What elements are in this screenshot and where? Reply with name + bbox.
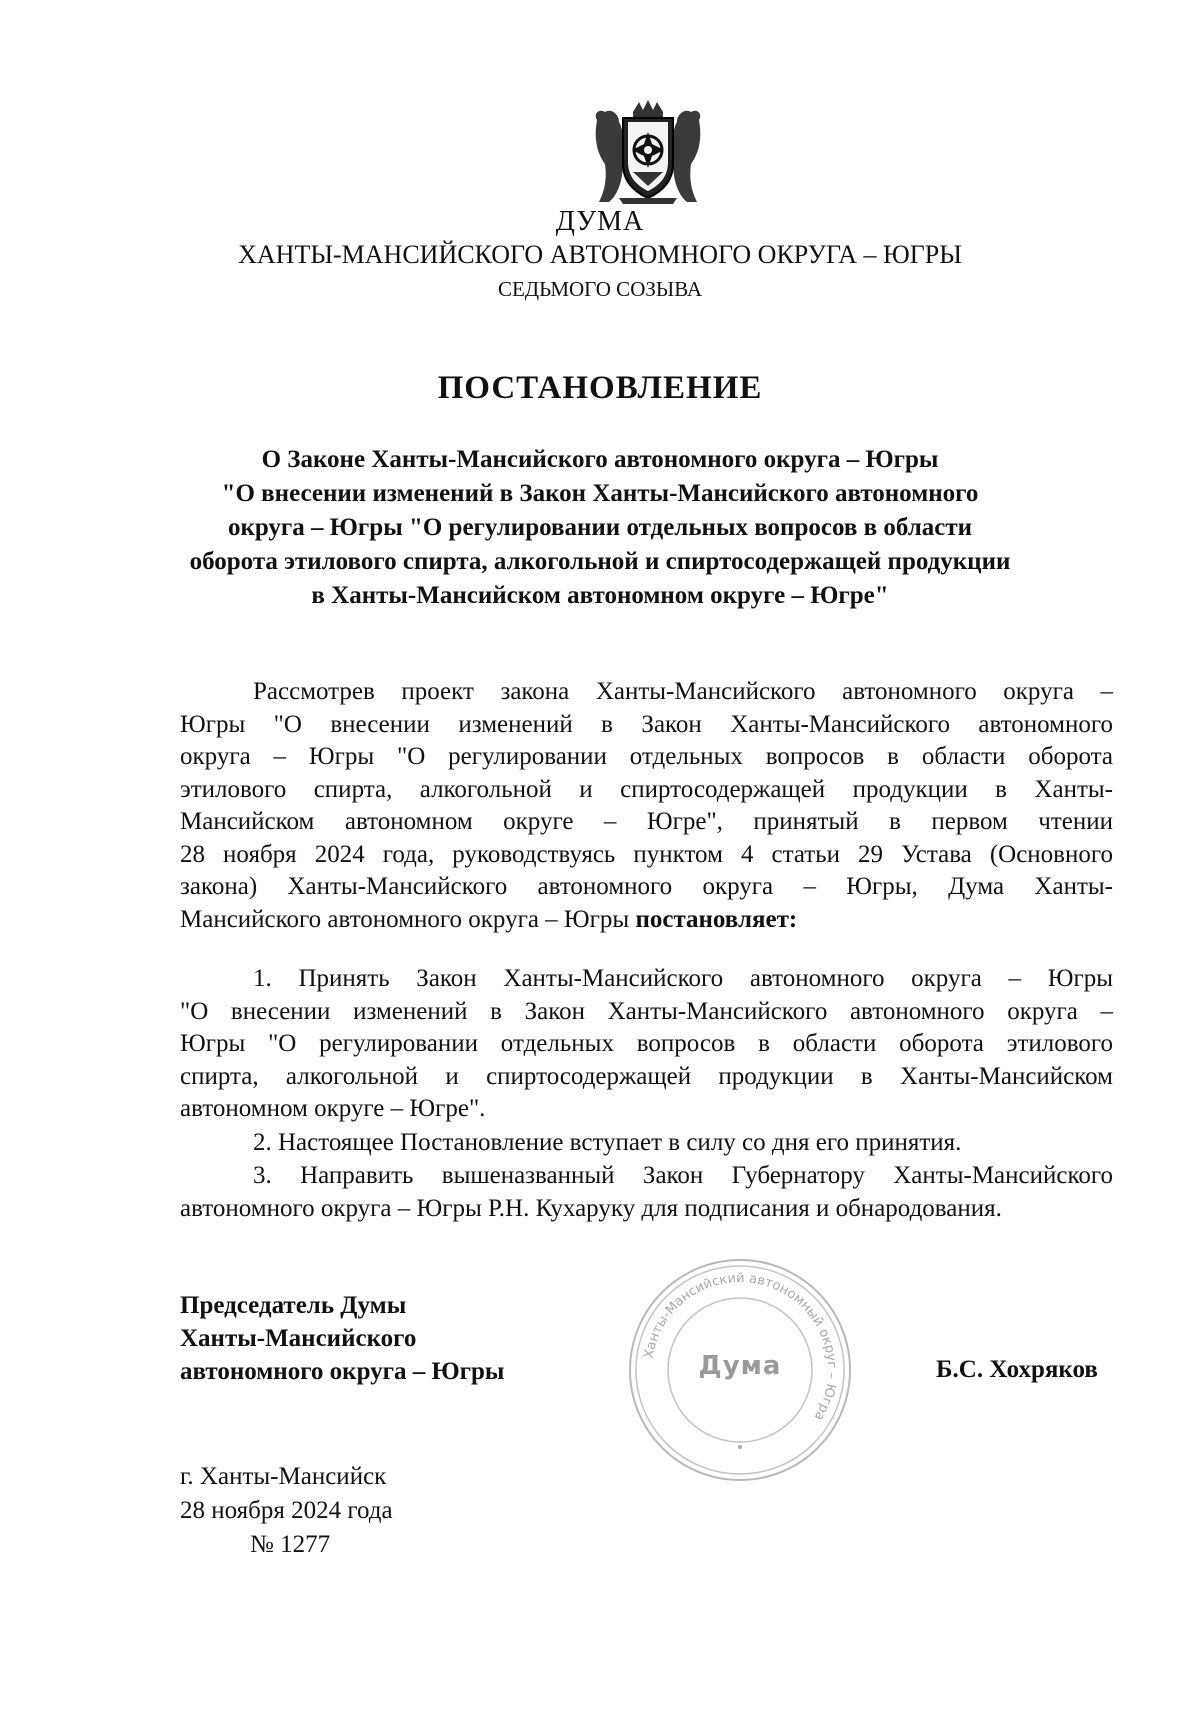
subject-line: О Законе Ханты-Мансийского автономного округа – Югры	[261, 446, 939, 473]
subject-line: оборота этилового спирта, алкогольной и спиртосодержащей продукции	[189, 548, 1011, 575]
paragraph-line-text: Мансийского автономного округа – Югры	[180, 905, 630, 933]
document-subject	[160, 443, 1040, 613]
organization-full-name: ХАНТЫ-МАНСИЙСКОГО АВТОНОМНОГО ОКРУГА – ЮГРЫ	[238, 240, 962, 269]
stamp-ring-text: Ханты-Мансийский автономный округ – Югра	[641, 1270, 840, 1424]
paragraph-line: округа – Югры "О регулировании отдельных вопросов в области оборота	[180, 743, 1113, 770]
subject-line: округа – Югры "О регулировании отдельных вопросов в области	[227, 514, 973, 541]
paragraph-line: Мансийском автономном округе – Югре", принятый в первом чтении	[180, 808, 1113, 835]
paragraph-line: 28 ноября 2024 года, руководствуясь пунктом 4 статьи 29 Устава (Основного	[180, 840, 1113, 868]
paragraph-line: этилового спирта, алкогольной и спиртосодержащей продукции в Ханты-	[180, 775, 1113, 803]
paragraph-line: 1. Принять Закон Ханты-Мансийского автономного округа – Югры	[253, 965, 1113, 992]
stamp-center-text: Дума	[698, 1351, 782, 1381]
paragraph-line: автономного округа – Югры Р.Н. Кухаруку для подписания и обнародования.	[180, 1194, 1002, 1222]
subject-line: в Ханты-Мансийском автономном округе – Югре"	[311, 582, 889, 609]
paragraph-line: спирта, алкогольной и спиртосодержащей продукции в Ханты-Мансийском	[180, 1062, 1113, 1090]
paragraph-line: "О внесении изменений в Закон Ханты-Мансийского автономного округа –	[180, 997, 1113, 1025]
subject-line: "О внесении изменений в Закон Ханты-Мансийского автономного	[221, 480, 979, 507]
decision-word: постановляет:	[635, 905, 798, 933]
resolution-item-3	[180, 1160, 1113, 1225]
resolution-item-2	[180, 1127, 1113, 1160]
paragraph-line: Югры "О внесении изменений в Закон Ханты-Мансийского автономного	[180, 710, 1113, 738]
document-place: г. Ханты-Мансийск	[180, 1463, 387, 1490]
paragraph-line: 2. Настоящее Постановление вступает в силу со дня его принятия.	[253, 1129, 962, 1156]
signatory-position-line: Председатель Думы	[180, 1292, 407, 1319]
paragraph-line: Рассмотрев проект закона Ханты-Мансийского автономного округа –	[253, 678, 1113, 705]
signatory-position-line: автономного округа – Югры	[180, 1358, 505, 1385]
organization-title: ДУМА	[555, 206, 645, 237]
paragraph-line	[180, 904, 1113, 937]
signatory-name: Б.С. Хохряков	[936, 1356, 1098, 1383]
signatory-position-line: Ханты-Мансийского	[180, 1325, 417, 1352]
document-footer	[180, 1460, 393, 1562]
paragraph-line: закона) Ханты-Мансийского автономного округа – Югры, Дума Ханты-	[180, 873, 1113, 900]
paragraph-line: 3. Направить вышеназванный Закон Губернатору Ханты-Мансийского	[253, 1162, 1113, 1189]
document-date: 28 ноября 2024 года	[180, 1497, 393, 1524]
paragraph-line: Югры "О регулировании отдельных вопросов в области оборота этилового	[180, 1030, 1113, 1057]
resolution-item-1	[180, 963, 1113, 1126]
signatory-position	[180, 1289, 504, 1388]
official-stamp	[625, 1255, 855, 1485]
document-number: № 1277	[250, 1531, 331, 1558]
coat-of-arms-emblem	[589, 98, 707, 206]
preamble-paragraph	[180, 676, 1113, 936]
convocation: СЕДЬМОГО СОЗЫВА	[497, 277, 703, 301]
paragraph-line: автономном округе – Югре".	[180, 1095, 486, 1122]
document-type: ПОСТАНОВЛЕНИЕ	[437, 370, 763, 406]
